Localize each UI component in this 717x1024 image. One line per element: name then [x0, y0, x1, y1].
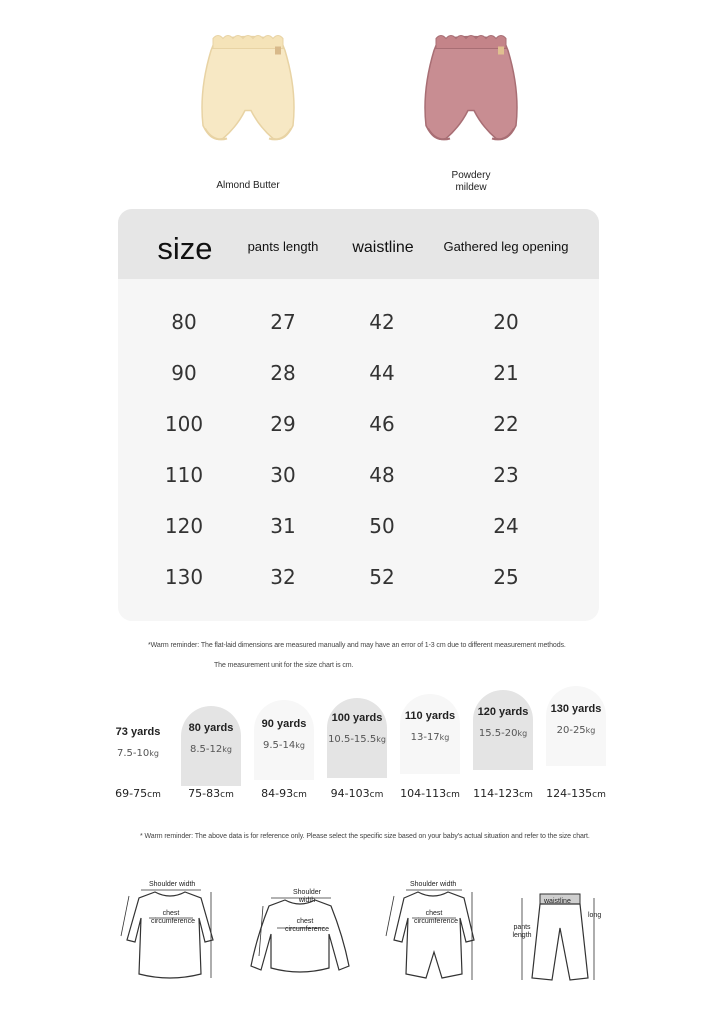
height-label: 124-135cm	[546, 787, 606, 800]
cell-waistline: 52	[369, 565, 395, 589]
weight-label: 9.5-14kg	[263, 740, 305, 751]
cell-size: 120	[164, 514, 204, 538]
cell-pants-length: 27	[270, 310, 296, 334]
header-size: size	[157, 231, 213, 266]
header-pants-length: pants length	[247, 239, 319, 254]
yards-label: 73 yards	[115, 726, 161, 738]
cell-leg-opening: 24	[493, 514, 519, 538]
size-guide-120	[473, 690, 533, 770]
size-guide-110	[400, 694, 460, 774]
yards-label: 120 yards	[477, 706, 529, 718]
weight-label: 7.5-10kg	[117, 748, 159, 759]
waistline-label: waistline	[544, 898, 571, 905]
cell-waistline: 42	[369, 310, 395, 334]
cell-pants-length: 32	[270, 565, 296, 589]
dress-outline-icon	[115, 878, 225, 988]
shoulder-width-label: Shoulder width	[410, 881, 457, 888]
cell-leg-opening: 23	[493, 463, 519, 487]
product-name	[421, 170, 521, 194]
size-guide-80	[181, 706, 241, 786]
bloomer-shorts-image	[416, 28, 526, 153]
cell-leg-opening: 25	[493, 565, 519, 589]
warm-reminder-reference: * Warm reminder: The above data is for reference only. Please select the specific size based on your baby's actual situation and refer to the size chart.	[140, 833, 590, 840]
size-chart-table	[118, 209, 599, 621]
yards-label: 80 yards	[188, 722, 234, 734]
yards-label: 90 yards	[261, 718, 307, 730]
romper-outline-icon	[378, 878, 488, 988]
header-waistline: waistline	[352, 239, 414, 256]
pants-measurement-diagram	[508, 888, 608, 988]
height-label: 69-75cm	[115, 787, 161, 800]
weight-label: 13-17kg	[410, 732, 450, 743]
cell-waistline: 50	[369, 514, 395, 538]
product-powdery-mildew	[406, 28, 536, 194]
cell-pants-length: 30	[270, 463, 296, 487]
cell-leg-opening: 22	[493, 412, 519, 436]
pants-length-label: pants length	[512, 924, 532, 939]
product-name-line1: Powdery	[451, 170, 491, 181]
product-name: Almond Butter	[216, 180, 280, 191]
product-almond-butter	[183, 28, 313, 192]
cell-size: 80	[171, 310, 197, 334]
sweater-measurement-diagram	[245, 886, 355, 986]
height-label: 114-123cm	[473, 787, 533, 800]
cell-leg-opening: 20	[493, 310, 519, 334]
chest-label: chest circumference	[285, 918, 329, 933]
yards-label: 110 yards	[404, 710, 456, 722]
unit-note: The measurement unit for the size chart is cm.	[214, 662, 354, 669]
yards-label: 130 yards	[550, 703, 602, 715]
shoulder-width-label: Shoulder width	[292, 889, 322, 904]
size-guide-100	[327, 698, 387, 778]
height-label: 104-113cm	[400, 787, 460, 800]
cell-pants-length: 28	[270, 361, 296, 385]
cell-size: 100	[164, 412, 204, 436]
cell-waistline: 48	[369, 463, 395, 487]
header-leg-opening: Gathered leg opening	[443, 239, 569, 254]
cell-waistline: 44	[369, 361, 395, 385]
height-label: 84-93cm	[261, 787, 307, 800]
cell-size: 90	[171, 361, 197, 385]
bloomer-shorts-image	[193, 28, 303, 153]
size-guide-73	[108, 716, 168, 796]
height-label: 94-103cm	[330, 787, 384, 800]
weight-label: 8.5-12kg	[190, 744, 232, 755]
cell-pants-length: 31	[270, 514, 296, 538]
dress-measurement-diagram	[115, 878, 225, 988]
cell-size: 110	[164, 463, 204, 487]
chest-label: chest circumference	[151, 910, 195, 925]
cell-pants-length: 29	[270, 412, 296, 436]
shoulder-width-label: Shoulder width	[149, 881, 196, 888]
chest-label: chest circumference	[414, 910, 458, 925]
product-name-line2: mildew	[455, 182, 487, 193]
yards-label: 100 yards	[331, 712, 383, 724]
weight-label: 20-25kg	[556, 725, 596, 736]
long-label: long	[588, 912, 602, 919]
cell-leg-opening: 21	[493, 361, 519, 385]
weight-label: 15.5-20kg	[478, 728, 528, 739]
romper-measurement-diagram	[378, 878, 488, 988]
warm-reminder-measurement: *Warm reminder: The flat-laid dimensions are measured manually and may have an error of 1-3 cm due to different measurement methods.	[148, 642, 566, 649]
size-guide-90	[254, 700, 314, 780]
size-guide-130	[546, 686, 606, 766]
cell-size: 130	[164, 565, 204, 589]
height-label: 75-83cm	[188, 787, 234, 800]
weight-label: 10.5-15.5kg	[328, 734, 386, 745]
cell-waistline: 46	[369, 412, 395, 436]
